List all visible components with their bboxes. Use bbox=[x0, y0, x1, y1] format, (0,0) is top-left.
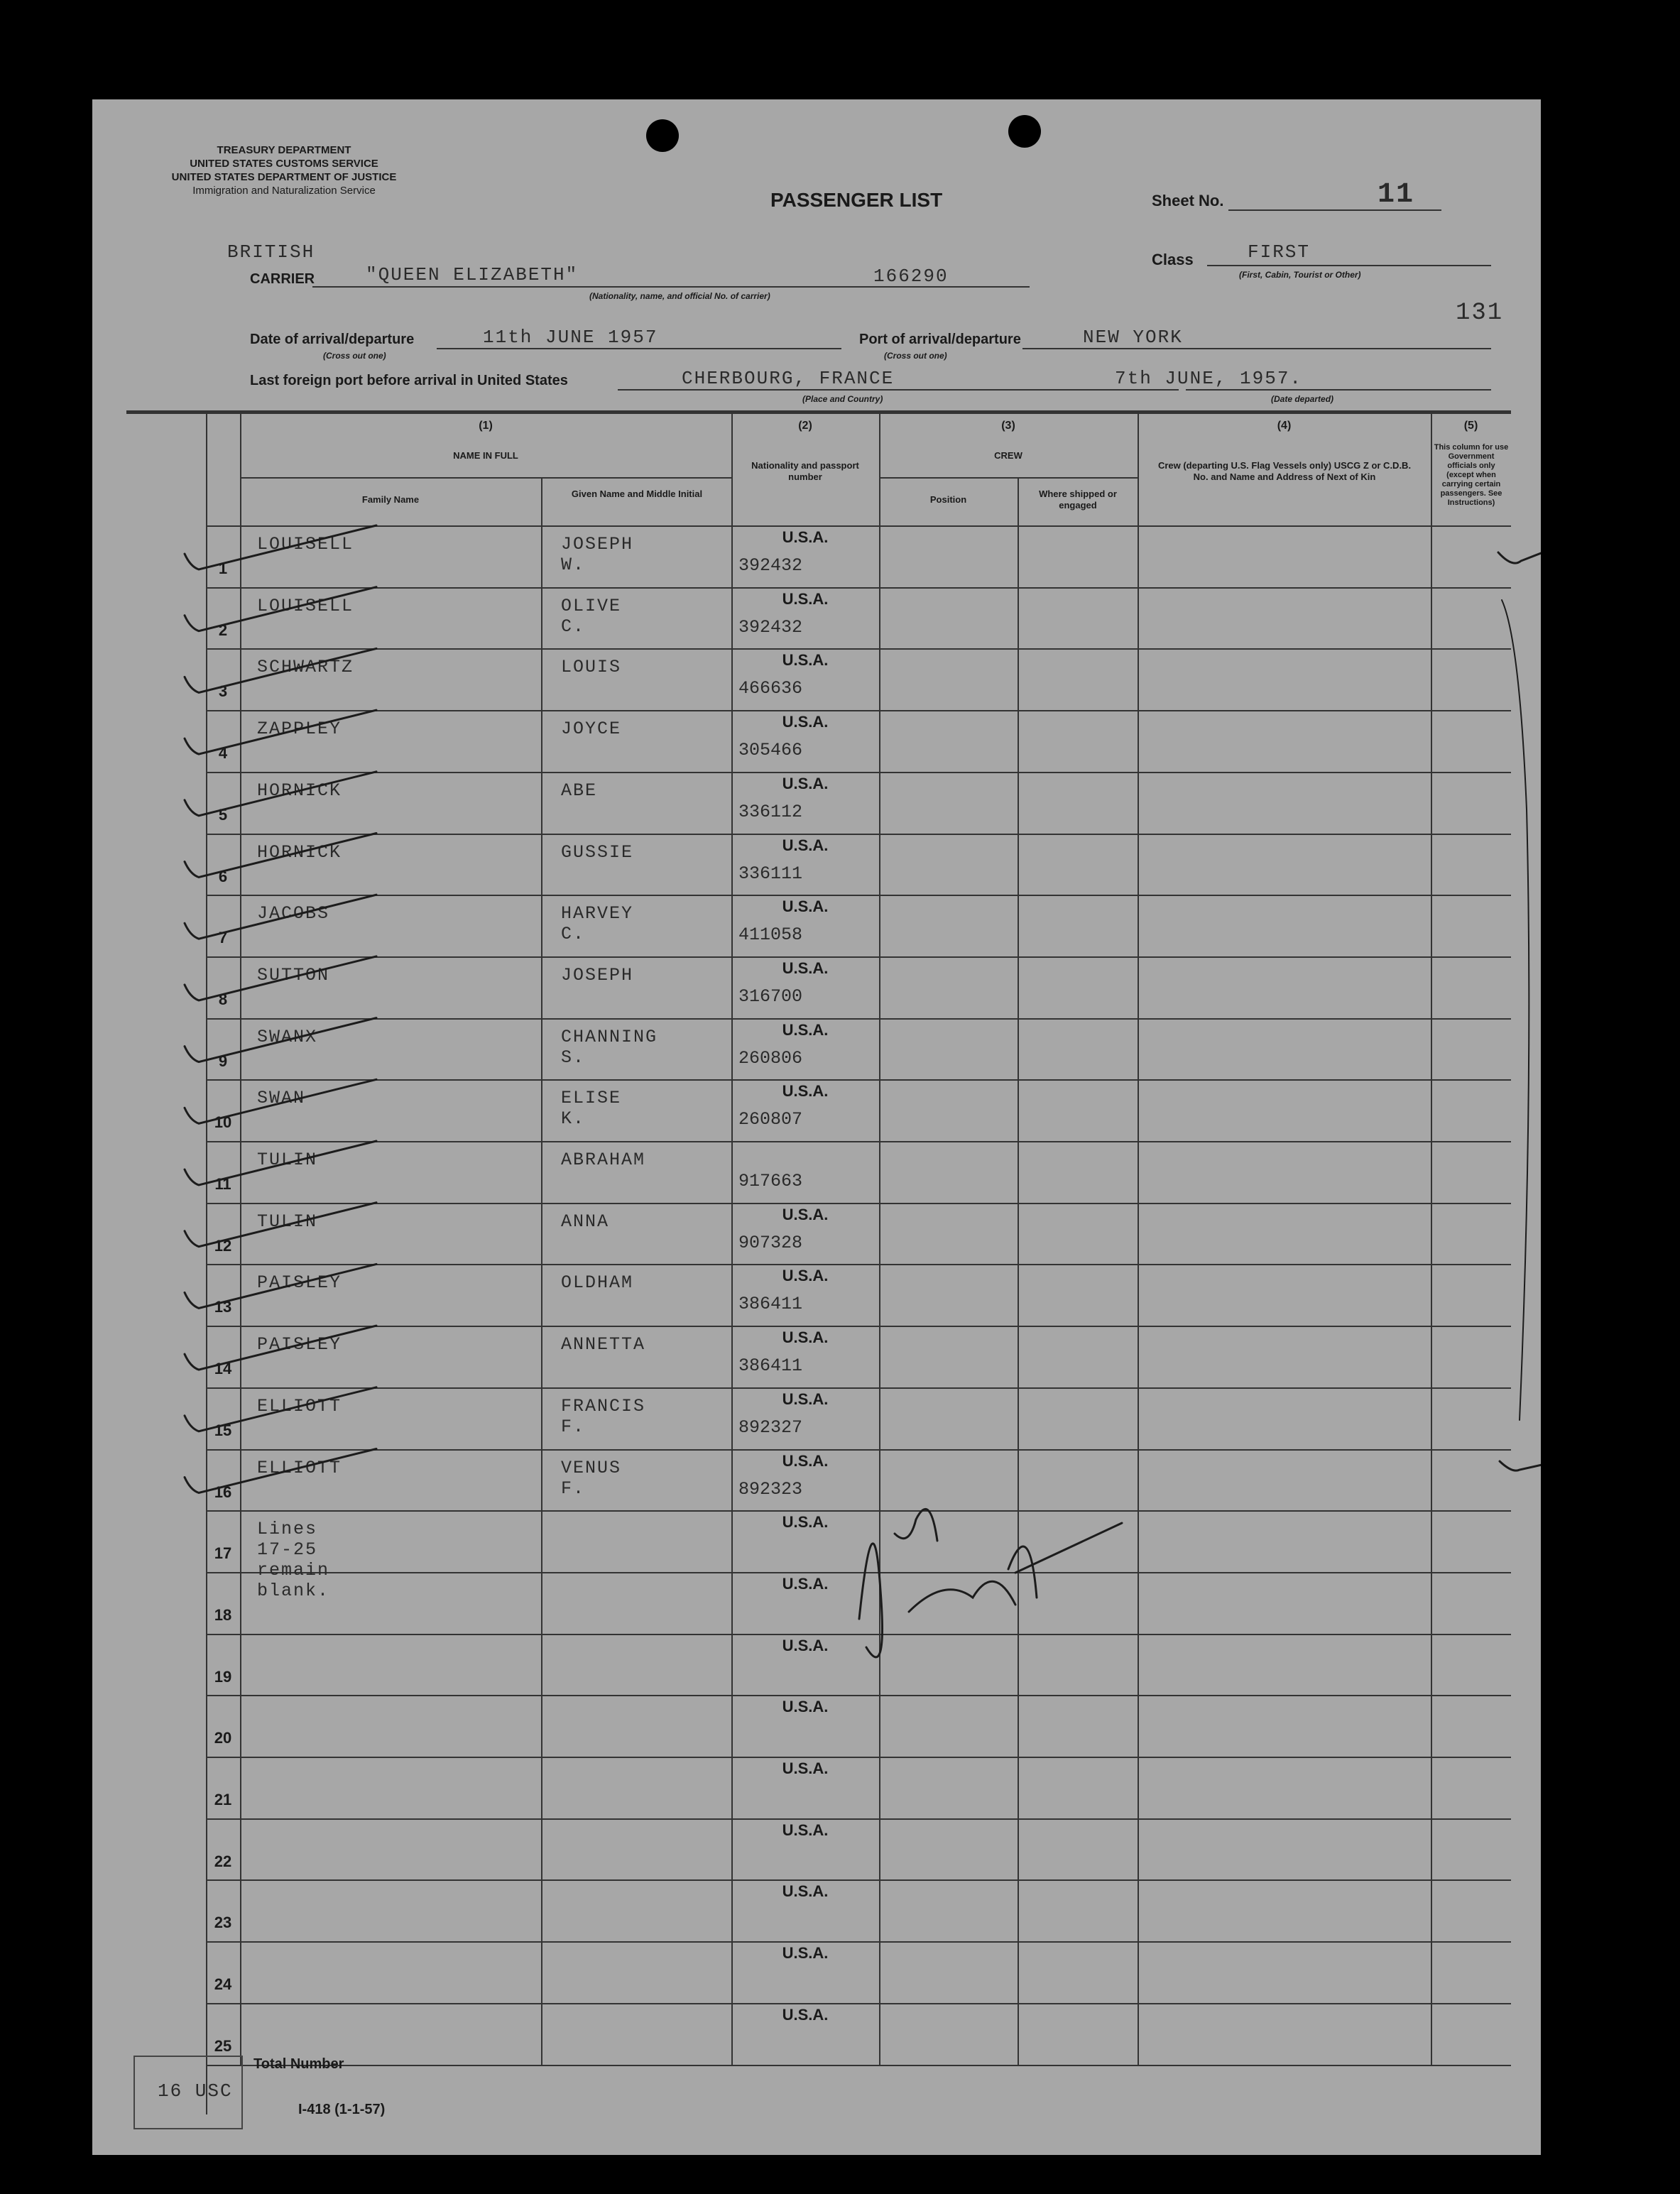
line-number: 6 bbox=[218, 867, 228, 885]
passport-number: 386411 bbox=[738, 1294, 803, 1315]
line-number: 15 bbox=[214, 1421, 232, 1439]
check-mark bbox=[185, 648, 376, 692]
passport-number: 260807 bbox=[738, 1109, 803, 1130]
family-name: PAISLEY bbox=[257, 1334, 342, 1355]
family-name-header: Family Name bbox=[361, 494, 420, 505]
line-number: 23 bbox=[214, 1914, 232, 1932]
given-name: CHANNING S. bbox=[561, 1026, 658, 1068]
col1-number: (1) bbox=[479, 420, 493, 432]
line-number: 9 bbox=[218, 1052, 228, 1070]
given-name: ANNETTA bbox=[561, 1334, 646, 1355]
nationality: U.S.A. bbox=[782, 1882, 829, 1901]
official-check-mark bbox=[1498, 534, 1541, 563]
nationality: U.S.A. bbox=[782, 2005, 829, 2024]
agency-line: UNITED STATES DEPARTMENT OF JUSTICE bbox=[171, 171, 397, 183]
given-name: LOUIS bbox=[561, 657, 622, 678]
given-name: JOSEPH W. bbox=[561, 534, 634, 575]
signature bbox=[859, 1509, 1122, 1657]
departed-sublabel: (Date departed) bbox=[1271, 394, 1334, 404]
nationality: U.S.A. bbox=[782, 1328, 829, 1347]
nationality: U.S.A. bbox=[782, 1267, 829, 1285]
line-number: 2 bbox=[218, 621, 228, 639]
given-name: JOYCE bbox=[561, 719, 622, 740]
check-mark bbox=[185, 956, 376, 1000]
nationality: U.S.A. bbox=[782, 1205, 829, 1223]
line-number: 11 bbox=[214, 1175, 231, 1193]
passport-number: 392432 bbox=[738, 616, 803, 638]
position-header: Position bbox=[929, 494, 967, 505]
agency-line: Immigration and Naturalization Service bbox=[192, 185, 376, 197]
ink-marks bbox=[92, 99, 1541, 2155]
date-label: Date of arrival/departure bbox=[250, 332, 415, 347]
family-name: ZAPPLEY bbox=[257, 719, 342, 740]
line-number: 13 bbox=[214, 1298, 232, 1316]
family-name: SUTTON bbox=[257, 964, 330, 986]
date-sublabel: (Cross out one) bbox=[323, 351, 386, 361]
passport-number: 411058 bbox=[738, 924, 803, 946]
date-value: 11th JUNE 1957 bbox=[483, 327, 658, 348]
page-number: 131 bbox=[1456, 300, 1504, 327]
given-name: VENUS F. bbox=[561, 1457, 622, 1499]
given-name: ELISE K. bbox=[561, 1088, 622, 1130]
passport-number: 316700 bbox=[738, 986, 803, 1007]
check-mark bbox=[185, 1018, 376, 1062]
nationality: U.S.A. bbox=[782, 1082, 829, 1101]
line-number: 4 bbox=[218, 744, 228, 763]
col4-number: (4) bbox=[1277, 420, 1292, 432]
given-name: JOSEPH bbox=[561, 964, 634, 986]
passport-number: 305466 bbox=[738, 740, 803, 761]
check-mark bbox=[185, 710, 376, 754]
check-mark bbox=[185, 1203, 376, 1247]
nationality: U.S.A. bbox=[782, 1944, 829, 1963]
line-number: 19 bbox=[214, 1667, 232, 1686]
line-number: 24 bbox=[214, 1975, 232, 1994]
col5-number: (5) bbox=[1463, 420, 1478, 432]
family-name: JACOBS bbox=[257, 903, 330, 924]
passport-number: 917663 bbox=[738, 1171, 803, 1191]
agency-line: UNITED STATES CUSTOMS SERVICE bbox=[190, 158, 378, 170]
nationality-value: BRITISH bbox=[227, 241, 315, 263]
nationality: U.S.A. bbox=[782, 528, 829, 546]
nationality: U.S.A. bbox=[782, 897, 829, 916]
departed-value: 7th JUNE, 1957. bbox=[1115, 368, 1303, 389]
official-bracket-line bbox=[1502, 600, 1529, 1420]
family-name: HORNICK bbox=[257, 780, 342, 801]
nationality: U.S.A. bbox=[782, 1390, 829, 1408]
line-number: 14 bbox=[214, 1360, 232, 1378]
family-name: ELLIOTT bbox=[257, 1395, 342, 1417]
carrier-name: "QUEEN ELIZABETH" bbox=[366, 264, 579, 285]
class-sublabel: (First, Cabin, Tourist or Other) bbox=[1239, 270, 1361, 280]
line-number: 3 bbox=[218, 682, 228, 701]
family-name: HORNICK bbox=[257, 841, 342, 863]
given-name: ABE bbox=[561, 780, 598, 801]
nationality: U.S.A. bbox=[782, 836, 829, 854]
line-number: 1 bbox=[218, 560, 228, 577]
check-mark bbox=[185, 1326, 376, 1370]
nationality: U.S.A. bbox=[782, 1020, 829, 1039]
port-label: Port of arrival/departure bbox=[859, 332, 1021, 347]
check-mark bbox=[185, 587, 376, 631]
passport-number: 392432 bbox=[738, 555, 803, 576]
family-name: Lines 17-25 remain blank. bbox=[257, 1519, 330, 1602]
col3-number: (3) bbox=[1001, 420, 1015, 432]
total-number-label: Total Number bbox=[253, 2056, 344, 2072]
given-name: ANNA bbox=[561, 1211, 610, 1232]
agency-line: TREASURY DEPARTMENT bbox=[217, 144, 351, 156]
nationality: U.S.A. bbox=[782, 1513, 829, 1532]
given-name: FRANCIS F. bbox=[561, 1395, 646, 1437]
passenger-list-sheet bbox=[92, 99, 1541, 2155]
family-name: SWANX bbox=[257, 1026, 318, 1047]
class-value: FIRST bbox=[1248, 241, 1311, 263]
nationality: U.S.A. bbox=[782, 1451, 829, 1470]
official-check-mark bbox=[1500, 1456, 1541, 1470]
nationality: U.S.A. bbox=[782, 1759, 829, 1777]
line-number: 21 bbox=[214, 1791, 232, 1808]
line-number: 17 bbox=[214, 1544, 232, 1563]
shipped-header: Where shipped or engaged bbox=[1039, 489, 1117, 511]
family-name: LOUISELL bbox=[257, 595, 354, 616]
nationality: U.S.A. bbox=[782, 959, 829, 977]
line-number: 10 bbox=[214, 1113, 232, 1132]
check-mark bbox=[185, 1141, 376, 1185]
carrier-number: 166290 bbox=[873, 266, 949, 287]
line-number: 12 bbox=[214, 1236, 232, 1255]
line-number: 8 bbox=[218, 990, 228, 1008]
family-name: SWAN bbox=[257, 1088, 306, 1109]
check-mark bbox=[185, 834, 376, 878]
given-name: HARVEY C. bbox=[561, 903, 634, 945]
check-mark bbox=[185, 772, 376, 816]
carrier-sublabel: (Nationality, name, and official No. of carrier) bbox=[589, 291, 770, 301]
passport-number: 386411 bbox=[738, 1355, 803, 1377]
line-number: 20 bbox=[214, 1729, 232, 1747]
last-port-sublabel: (Place and Country) bbox=[802, 394, 883, 404]
nationality: U.S.A. bbox=[782, 1636, 829, 1654]
check-mark bbox=[185, 895, 376, 939]
given-name: ABRAHAM bbox=[561, 1150, 646, 1170]
passport-number: 466636 bbox=[738, 678, 803, 699]
family-name: ELLIOTT bbox=[257, 1457, 342, 1478]
nationality: U.S.A. bbox=[782, 651, 829, 670]
nationality: U.S.A. bbox=[782, 713, 829, 731]
line-number: 18 bbox=[214, 1605, 232, 1624]
passport-number: 907328 bbox=[738, 1232, 803, 1253]
family-name: PAISLEY bbox=[257, 1272, 342, 1294]
line-number: 7 bbox=[218, 929, 228, 947]
col4-title: Crew (departing U.S. Flag Vessels only) USCG Z or C.D.B. No. and Name and Address of Next of Kin bbox=[1157, 460, 1412, 482]
last-port-value: CHERBOURG, FRANCE bbox=[682, 368, 895, 389]
given-name: GUSSIE bbox=[561, 841, 634, 863]
footer-box-text: 16 USC bbox=[158, 2080, 233, 2102]
sheet-number: 11 bbox=[1378, 179, 1415, 211]
line-number: 16 bbox=[214, 1483, 232, 1501]
passport-number: 892323 bbox=[738, 1478, 803, 1500]
col1-title: NAME IN FULL bbox=[453, 450, 518, 461]
check-mark bbox=[185, 1079, 376, 1123]
check-mark bbox=[185, 525, 376, 569]
port-value: NEW YORK bbox=[1083, 327, 1183, 348]
line-number: 5 bbox=[218, 805, 228, 824]
nationality: U.S.A. bbox=[782, 774, 829, 792]
family-name: LOUISELL bbox=[257, 534, 354, 555]
given-name: OLDHAM bbox=[561, 1272, 634, 1294]
col2-number: (2) bbox=[798, 420, 812, 432]
given-name-header: Given Name and Middle Initial bbox=[571, 489, 703, 499]
page-title: PASSENGER LIST bbox=[770, 189, 943, 211]
form-number: I-418 (1-1-57) bbox=[298, 2102, 386, 2117]
passport-number: 336111 bbox=[738, 863, 803, 884]
class-label: Class bbox=[1152, 251, 1194, 268]
col2-title: Nationality and passport number bbox=[751, 460, 859, 482]
family-name: SCHWARTZ bbox=[257, 657, 354, 678]
line-number: 22 bbox=[214, 1852, 232, 1870]
col3-title: CREW bbox=[994, 450, 1022, 461]
check-mark bbox=[185, 1449, 376, 1493]
passport-number: 892327 bbox=[738, 1417, 803, 1438]
given-name: OLIVE C. bbox=[561, 595, 622, 637]
sheet-label: Sheet No. bbox=[1152, 192, 1224, 209]
check-mark bbox=[185, 1387, 376, 1431]
carrier-label: CARRIER bbox=[250, 271, 315, 287]
port-sublabel: (Cross out one) bbox=[884, 351, 947, 361]
check-mark bbox=[185, 1264, 376, 1308]
passport-number: 260806 bbox=[738, 1047, 803, 1069]
nationality: U.S.A. bbox=[782, 1574, 829, 1593]
col5-title: This column for use Government officials only (except when carrying certain passengers. See Instructions) bbox=[1434, 443, 1509, 507]
nationality: U.S.A. bbox=[782, 1698, 829, 1716]
passport-number: 336112 bbox=[738, 801, 803, 822]
family-name: TULIN bbox=[257, 1211, 318, 1232]
family-name: TULIN bbox=[257, 1150, 318, 1170]
nationality: U.S.A. bbox=[782, 589, 829, 608]
line-number: 25 bbox=[214, 2036, 232, 2055]
last-port-label: Last foreign port before arrival in United States bbox=[250, 373, 568, 388]
nationality: U.S.A. bbox=[782, 1821, 829, 1839]
